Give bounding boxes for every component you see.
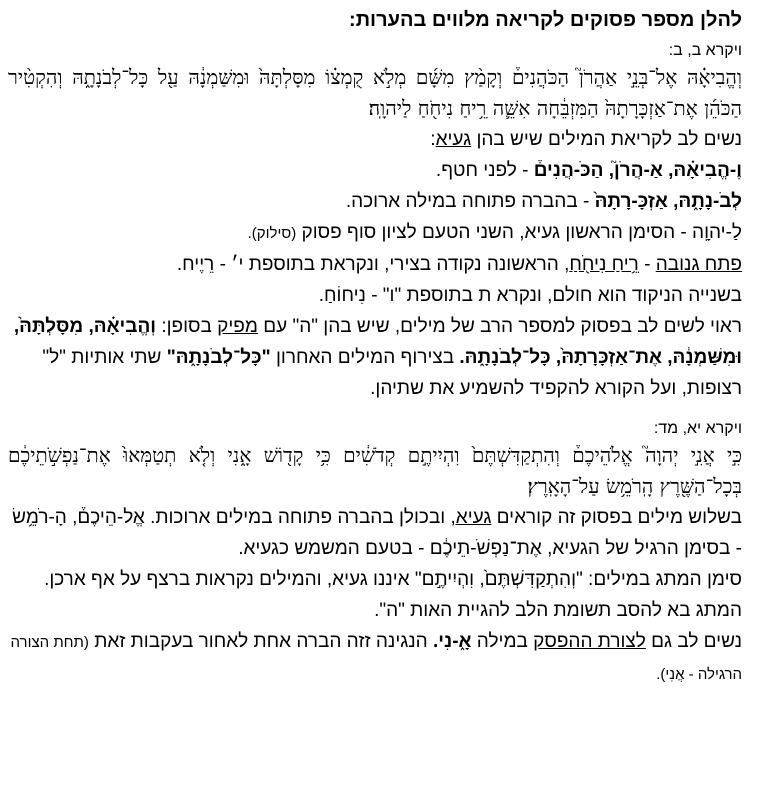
para3-small: (תחת הצורה הרגילה - אֲנִי). xyxy=(10,634,742,683)
mapik-word-list: וְהֱבִיאָ֗הּ, מִסָּלְתָּהּ֙, וּמִשַּׁמְנָ֔הּ, אֶת־אַזְכָּרָתָהּ֙, כָּל־לְבֹנָתָ֑הּ. xyxy=(13,316,742,368)
para3-mid: במילה xyxy=(476,631,528,652)
patach-note: , הראשונה נקודה בצירי, ונקראת בתוספת י׳ - xyxy=(219,254,570,275)
second-word-note: בשנייה הניקוד הוא חולם, ונקרא ת בתוספת "ו" - xyxy=(371,285,742,306)
para1-word2: אֶת־נַפְשֹׁ-תֵיכֶ֔ם xyxy=(429,538,542,559)
gaya-example-2-words: לְבֹ-נָתָ֑הּ, אַזְכָּ-רָתָהּ֙ xyxy=(594,191,742,212)
verse-reference-2: ויקרא יא, מד: xyxy=(653,420,742,437)
patach-read: רֵיֶיח. xyxy=(176,254,215,275)
pausal-form-term: לצורת ההפסק xyxy=(533,631,646,652)
second-word-line xyxy=(8,280,742,311)
gaya-intro-line xyxy=(8,124,742,155)
para3-word: אָ֑-נִי. xyxy=(433,631,472,652)
para2-rest: " איננו געיא, והמילים נקראות ברצף על אף ארכן. המתג בא להסב תשומת הלב להגיית האות "ה". xyxy=(44,569,742,621)
second-word-read: נִיחוֹחַ. xyxy=(318,285,366,306)
kol-levonatah-quote: "כָּל־לְבֹנָתָ֑הּ" xyxy=(166,347,271,368)
verse-text-2: כִּ֣י אֲנִ֣י יְהוָה֮ אֱלֹהֵיכֶם֒ וְהִתְקַדִּשְׁתֶּם֙ וִהְיִיתֶ֣ם קְדֹשִׁ֔ים כִּ֥י קָד֖וֹשׁ אָ֑נִי וְלֹ֤א תְטַמְּאוּ֙ אֶת־נַפְשֹׁ֣תֵיכֶ֔ם בְּכָל־הַשֶּׁ֖רֶץ הָֽרֹמֵ֥שׂ עַל־הָאָֽרֶץ׃ xyxy=(8,443,742,498)
gaya-paragraph-2 xyxy=(8,502,742,564)
gaya-example-3-small: (סילוק). xyxy=(247,225,297,242)
section-divider xyxy=(8,404,742,412)
para1-start: בשלוש מילים בפסוק זה קוראים xyxy=(496,507,742,528)
gaya-example-2-note: - בהברה פתוחה במילה ארוכה. xyxy=(345,191,590,212)
gaya-example-3 xyxy=(8,217,742,249)
gaya-example-3-note: - הסימן הראשון געיא, השני הטעם לציון סוף פסוק xyxy=(301,222,687,243)
para1-gaya-term: געיא, xyxy=(450,507,492,528)
kol-levonatah-note: שתי אותיות "ל" רצופות, ועל הקורא להקפיד להשמיע את שתיהן. xyxy=(42,347,742,399)
gaya-intro-text: נשים לב לקריאת המילים שיש בהן xyxy=(476,129,742,150)
gaya-term: געיא xyxy=(435,129,472,150)
patach-line xyxy=(8,249,742,280)
para1-mid: - בסימן הרגיל של הגעיא, xyxy=(547,538,742,559)
pausal-form-paragraph xyxy=(8,626,742,690)
gaya-example-1-note: - לפני חטף. xyxy=(435,160,529,181)
mapik-term: מפיק xyxy=(217,316,258,337)
para1-end: - בטעם המשמש כגעיא. xyxy=(238,538,425,559)
mapik-after: בצירוף המילים האחרון xyxy=(275,347,455,368)
page-title: להלן מספר פסוקים לקריאה מלווים בהערות: xyxy=(349,9,742,31)
gaya-example-3-word: לַ-יהוָֽה xyxy=(692,222,742,243)
verse-reference-1: ויקרא ב, ב: xyxy=(668,42,742,59)
para1-words: אֱל-הֵיכֶם֒, הָ-רֹמֵ֥שׂ xyxy=(12,507,145,528)
para2-words: וְהִתְקַדִּשְׁתֶּם֙, וִהְיִיתֶ֣ם xyxy=(421,569,577,590)
para1-rest: ובכולן בהברה פתוחה במילים ארוכות. xyxy=(150,507,446,528)
meteg-paragraph xyxy=(8,564,742,626)
patach-dash: - xyxy=(644,254,651,275)
mapik-paragraph xyxy=(8,311,742,404)
para2-start: סימן המתג במילים: " xyxy=(576,569,742,590)
gaya-example-1 xyxy=(8,155,742,186)
gaya-colon: : xyxy=(430,129,436,150)
mapik-intro: ראוי לשים לב בפסוק למספר הרב של מילים, שיש בהן "ה" עם xyxy=(263,316,742,337)
patach-words: רֵ֥יחַ נִיחֹ֖חַ xyxy=(569,254,639,275)
gaya-example-1-words: וֶ-הֱבִיאָ֗הּ, אַ-הֲרֹן֮, הַכֹּ-הֲנִים֒ xyxy=(533,160,742,181)
gaya-example-2 xyxy=(8,186,742,217)
para3-start: נשים לב גם xyxy=(651,631,742,652)
para3-rest: הנגינה זזה הברה אחת לאחור בעקבות זאת xyxy=(94,631,428,652)
mapik-end: בסופן: xyxy=(161,316,212,337)
verse-text-1: וְהֱבִיאָ֗הּ אֶל־בְּנֵ֣י אַהֲרֹן֮ הַכֹּהֲנִים֒ וְקָמַ֨ץ מִשָּׁ֜ם מְלֹ֣א קֻמְצ֗וֹ מִסָּלְתָּהּ֙ וּמִשַּׁמְנָ֔הּ עַ֖ל כָּל־לְבֹנָתָ֑הּ וְהִקְטִ֨יר הַכֹּהֵ֜ן אֶת־אַזְכָּרָתָהּ֙ הַמִּזְבֵּ֔חָה אִשֵּׁ֛ה רֵ֥יחַ נִיחֹ֖חַ לַיהוָֽה׃ xyxy=(8,65,742,120)
patach-term: פתח גנובה xyxy=(655,254,742,275)
